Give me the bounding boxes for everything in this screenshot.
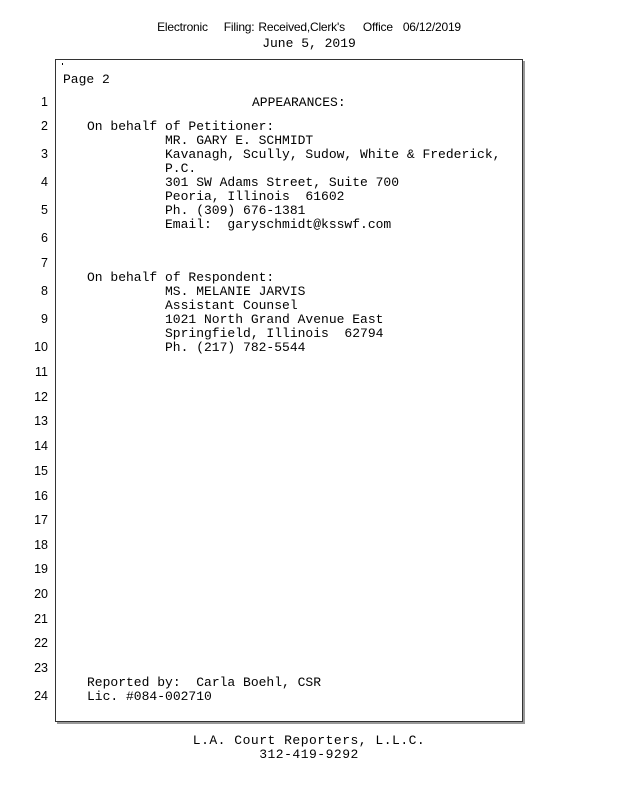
footer-phone: 312-419-9292: [259, 747, 359, 762]
petitioner-firm-line2: P.C.: [165, 161, 197, 176]
petitioner-city: Peoria, Illinois 61602: [165, 189, 345, 204]
line-number: 8: [41, 284, 48, 298]
petitioner-label: On behalf of Petitioner:: [87, 119, 275, 134]
line-number: 15: [34, 464, 48, 478]
stamp-label-office: Office: [362, 20, 393, 34]
line-number: 16: [34, 489, 48, 503]
line-number: 18: [34, 538, 48, 552]
respondent-label: On behalf of Respondent:: [87, 270, 275, 285]
line-number: 17: [34, 513, 48, 527]
line-number: 9: [41, 312, 48, 326]
respondent-title: Assistant Counsel: [165, 298, 298, 313]
petitioner-email: Email: garyschmidt@ksswf.com: [165, 217, 392, 232]
line-number: 2: [41, 119, 48, 133]
line-number: 24: [34, 689, 48, 703]
reporter-line: Reported by: Carla Boehl, CSR: [87, 675, 322, 690]
petitioner-phone: Ph. (309) 676-1381: [165, 203, 306, 218]
respondent-attorney-name: MS. MELANIE JARVIS: [165, 284, 306, 299]
hearing-date: June 5, 2019: [262, 36, 356, 51]
stamp-label-filing: Filing:: [223, 20, 255, 34]
line-number: 19: [34, 562, 48, 576]
line-number: 3: [41, 147, 48, 161]
line-number: 12: [34, 390, 48, 404]
line-number: 23: [34, 661, 48, 675]
respondent-city: Springfield, Illinois 62794: [165, 326, 384, 341]
stamp-label-electronic: Electronic: [157, 20, 208, 34]
line-number: 5: [41, 203, 48, 217]
line-number: 21: [34, 612, 48, 626]
reporter-license: Lic. #084-002710: [87, 689, 212, 704]
line-number: 7: [41, 256, 48, 270]
line-number: 4: [41, 175, 48, 189]
filing-stamp: [0, 20, 618, 34]
stamp-date: 06/12/2019: [402, 20, 461, 34]
line-number: 20: [34, 587, 48, 601]
line-number: 14: [34, 439, 48, 453]
petitioner-street: 301 SW Adams Street, Suite 700: [165, 175, 400, 190]
appearances-heading: APPEARANCES:: [252, 95, 346, 110]
footer-company: L.A. Court Reporters, L.L.C.: [192, 733, 426, 748]
petitioner-attorney-name: MR. GARY E. SCHMIDT: [165, 133, 314, 148]
page-number-label: Page 2: [63, 72, 110, 87]
respondent-street: 1021 North Grand Avenue East: [165, 312, 384, 327]
line-number: 13: [34, 414, 48, 428]
line-number: 6: [41, 231, 48, 245]
page-mark: [62, 63, 63, 65]
line-number: 10: [34, 340, 48, 354]
line-number: 1: [41, 95, 48, 109]
line-number: 22: [34, 636, 48, 650]
stamp-label-received: Received,Clerk's: [258, 20, 345, 34]
line-number: 11: [35, 365, 48, 379]
respondent-phone: Ph. (217) 782-5544: [165, 340, 306, 355]
petitioner-firm-line1: Kavanagh, Scully, Sudow, White & Frederick,: [165, 147, 501, 162]
